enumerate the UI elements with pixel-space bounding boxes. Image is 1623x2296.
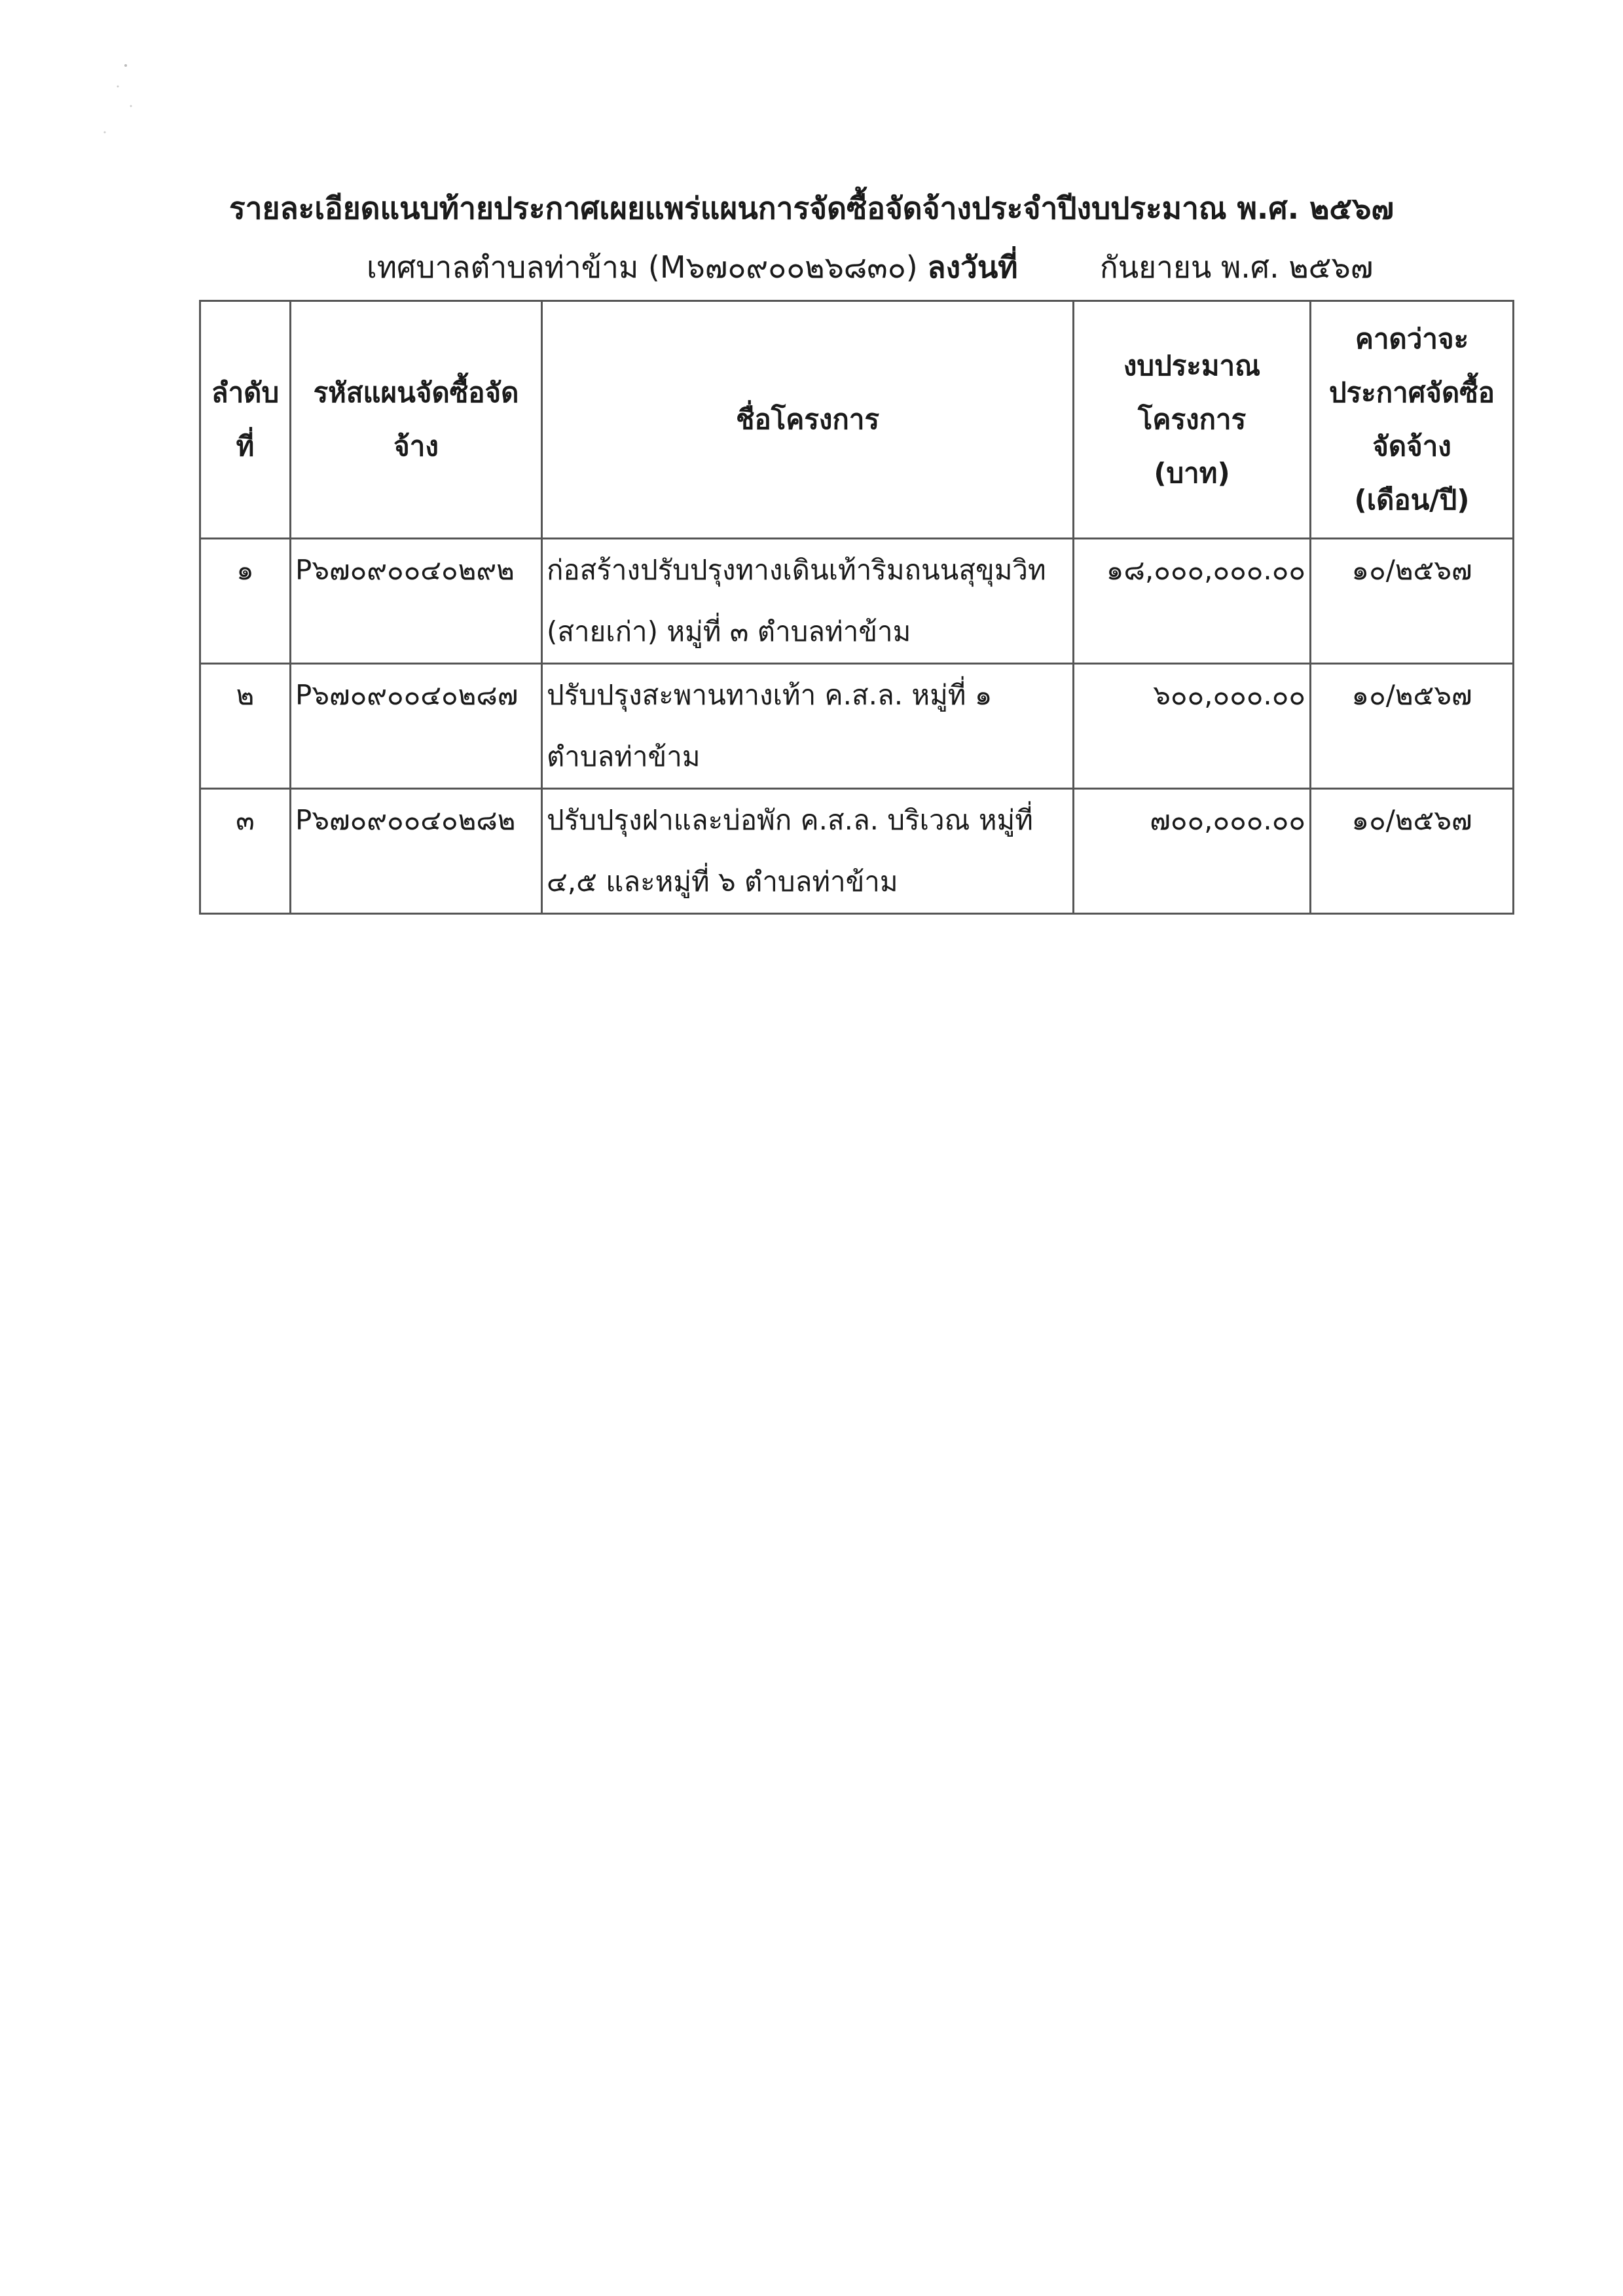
table-row	[200, 789, 1514, 914]
header-budget-line: งบประมาณ	[1123, 350, 1261, 382]
cell-month-year: ๑๐/๒๕๖๗	[1311, 664, 1514, 789]
cell-seq: ๒	[200, 664, 291, 789]
table-row	[200, 539, 1514, 664]
cell-month-year: ๑๐/๒๕๖๗	[1311, 789, 1514, 914]
header-name-line: ชื่อโครงการ	[735, 403, 880, 435]
cell-seq: ๑	[200, 539, 291, 664]
cell-budget: ๑๘,๐๐๐,๐๐๐.๐๐	[1074, 539, 1311, 664]
header-code-line: จ้าง	[393, 430, 439, 462]
header-month-line: (เดือน/ปี)	[1354, 484, 1470, 516]
cell-project-name: ปรับปรุงฝาและบ่อพัก ค.ส.ล. บริเวณ หมู่ที่ ๔,๕ และหมู่ที่ ๖ ตำบลท่าข้าม	[542, 789, 1074, 914]
document-subtitle	[367, 244, 1373, 291]
cell-plan-code: P๖๗๐๙๐๐๔๐๒๘๒	[291, 789, 542, 914]
cell-plan-code: P๖๗๐๙๐๐๔๐๒๘๗	[291, 664, 542, 789]
table-row	[200, 664, 1514, 789]
header-month-line: คาดว่าจะ	[1355, 323, 1469, 355]
header-budget-line: โครงการ	[1137, 403, 1247, 435]
header-seq	[200, 301, 291, 539]
header-month	[1311, 301, 1514, 539]
header-code-line: รหัสแผนจัดซื้อจัด	[313, 376, 519, 409]
procurement-plan-table	[199, 300, 1514, 915]
cell-plan-code: P๖๗๐๙๐๐๔๐๒๙๒	[291, 539, 542, 664]
cell-budget: ๖๐๐,๐๐๐.๐๐	[1074, 664, 1311, 789]
cell-project-name: ปรับปรุงสะพานทางเท้า ค.ส.ล. หมู่ที่ ๑ ตำบลท่าข้าม	[542, 664, 1074, 789]
cell-month-year: ๑๐/๒๕๖๗	[1311, 539, 1514, 664]
header-month-line: จัดจ้าง	[1372, 430, 1451, 462]
header-name	[542, 301, 1074, 539]
header-seq-line: ที่	[236, 430, 255, 462]
cell-budget: ๗๐๐,๐๐๐.๐๐	[1074, 789, 1311, 914]
document-title: รายละเอียดแนบท้ายประกาศเผยแพร่แผนการจัดซื้อจัดจ้างประจำปีงบประมาณ พ.ศ. ๒๕๖๗	[228, 191, 1395, 226]
header-budget	[1074, 301, 1311, 539]
subtitle-date-label: ลงวันที่	[927, 249, 1018, 285]
header-code	[291, 301, 542, 539]
scan-speck-icon	[98, 60, 137, 139]
header-budget-line: (บาท)	[1154, 457, 1230, 489]
subtitle-date: กันยายน พ.ศ. ๒๕๖๗	[1099, 249, 1374, 285]
header-month-line: ประกาศจัดซื้อ	[1328, 376, 1495, 409]
subtitle-org: เทศบาลตำบลท่าข้าม (M๖๗๐๙๐๐๒๖๘๓๐)	[367, 249, 918, 285]
header-seq-line: ลำดับ	[211, 376, 280, 409]
table-header-row	[200, 301, 1514, 539]
cell-seq: ๓	[200, 789, 291, 914]
cell-project-name: ก่อสร้างปรับปรุงทางเดินเท้าริมถนนสุขุมวิท (สายเก่า) หมู่ที่ ๓ ตำบลท่าข้าม	[542, 539, 1074, 664]
